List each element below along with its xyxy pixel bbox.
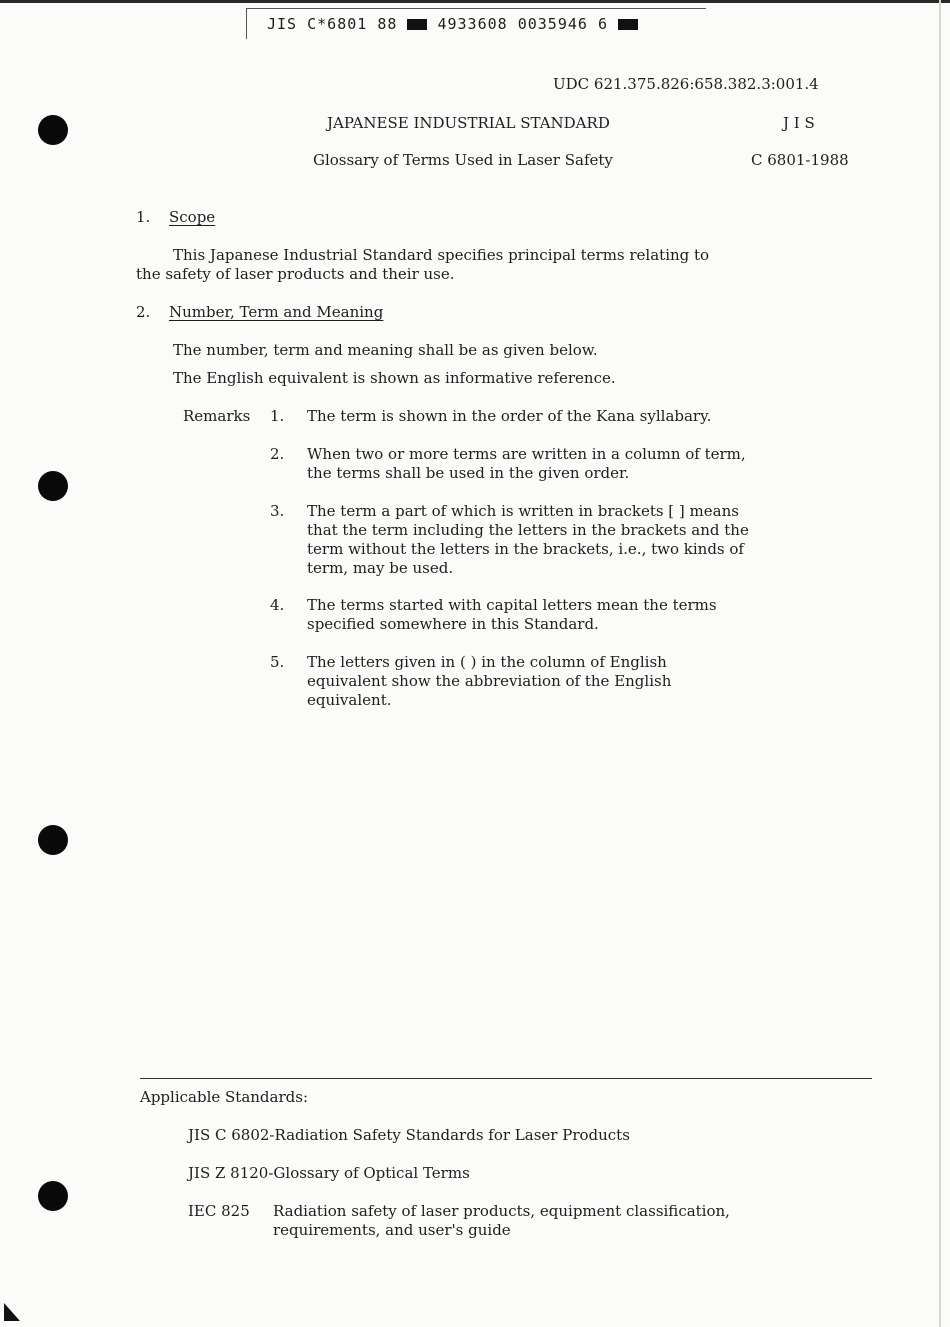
binder-hole-2: [38, 471, 68, 501]
applicable-standard-3-code: IEC 825: [188, 1202, 250, 1220]
stamp-block-1: [407, 19, 427, 30]
remark-5-line-1: The letters given in ( ) in the column of English: [307, 653, 667, 671]
remark-5-line-3: equivalent.: [307, 691, 392, 709]
applicable-standard-2: JIS Z 8120-Glossary of Optical Terms: [188, 1164, 470, 1182]
section-2-heading: Number, Term and Meaning: [169, 303, 384, 321]
document-stamp: [246, 8, 706, 39]
remark-3-number: 3.: [270, 502, 285, 520]
remark-2-line-1: When two or more terms are written in a column of term,: [307, 445, 746, 463]
remark-4-line-2: specified somewhere in this Standard.: [307, 615, 599, 633]
binder-hole-4: [38, 1181, 68, 1211]
section-1-heading: Scope: [169, 208, 216, 226]
scope-line-2: the safety of laser products and their use.: [136, 265, 455, 283]
remark-4-line-1: The terms started with capital letters mean the terms: [307, 596, 717, 614]
remark-2-number: 2.: [270, 445, 285, 463]
remark-3-line-4: term, may be used.: [307, 559, 454, 577]
remark-2-line-2: the terms shall be used in the given order.: [307, 464, 630, 482]
page-top-rule: [0, 0, 950, 3]
udc-code: UDC 621.375.826:658.382.3:001.4: [553, 75, 819, 93]
remarks-label: Remarks: [183, 407, 251, 425]
scope-line-1: This Japanese Industrial Standard specifies principal terms relating to: [173, 246, 710, 264]
applicable-standard-3-line-2: requirements, and user's guide: [273, 1221, 511, 1239]
applicable-standard-1: JIS C 6802-Radiation Safety Standards for Laser Products: [188, 1126, 630, 1144]
remark-3-line-2: that the term including the letters in the brackets and the: [307, 521, 749, 539]
stamp-block-2: [618, 19, 638, 30]
standard-designation: C 6801-1988: [751, 151, 849, 169]
page-right-edge: [939, 0, 941, 1327]
applicable-standards-heading: Applicable Standards:: [140, 1088, 308, 1106]
remark-3-line-3: term without the letters in the brackets, i.e., two kinds of: [307, 540, 744, 558]
binder-hole-3: [38, 825, 68, 855]
section-2-paragraph-2: The English equivalent is shown as informative reference.: [173, 369, 616, 387]
binder-hole-1: [38, 115, 68, 145]
remark-5-number: 5.: [270, 653, 285, 671]
footer-divider: [140, 1078, 872, 1079]
section-2-number: 2.: [136, 303, 151, 321]
document-title: Glossary of Terms Used in Laser Safety: [313, 151, 613, 169]
remark-1-number: 1.: [270, 407, 285, 425]
remark-3-line-1: The term a part of which is written in brackets [ ] means: [307, 502, 739, 520]
stamp-numbers: 4933608 0035946 6: [437, 15, 608, 33]
section-1-number: 1.: [136, 208, 151, 226]
section-2-paragraph-1: The number, term and meaning shall be as given below.: [173, 341, 598, 359]
remark-1-line-1: The term is shown in the order of the Kana syllabary.: [307, 407, 712, 425]
stamp-code: JIS C*6801 88: [267, 15, 398, 33]
remark-4-number: 4.: [270, 596, 285, 614]
standard-name: JAPANESE INDUSTRIAL STANDARD: [327, 114, 610, 132]
remark-5-line-2: equivalent show the abbreviation of the English: [307, 672, 672, 690]
jis-mark: J I S: [783, 114, 815, 132]
corner-mark: [4, 1303, 20, 1321]
applicable-standard-3-line-1: Radiation safety of laser products, equipment classification,: [273, 1202, 730, 1220]
